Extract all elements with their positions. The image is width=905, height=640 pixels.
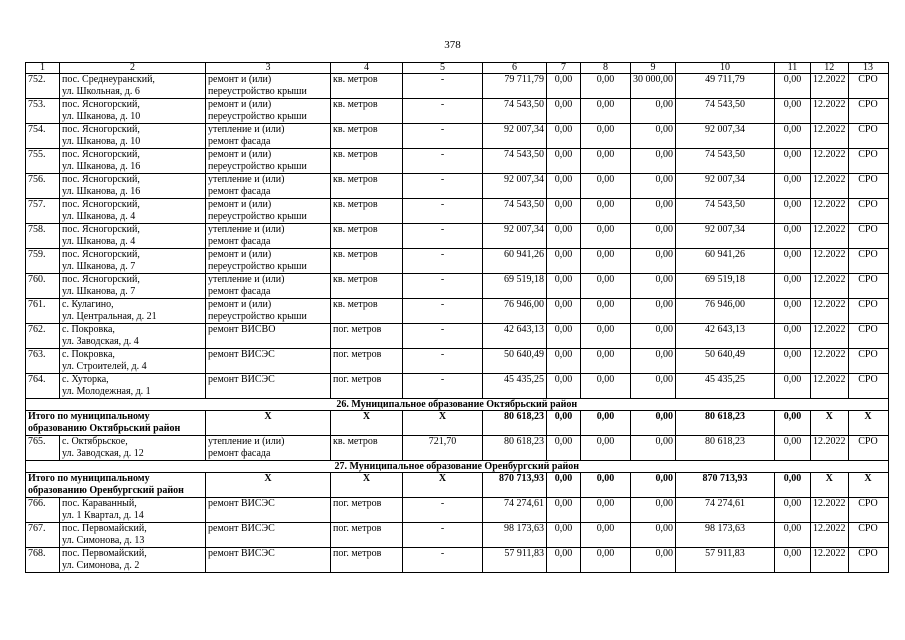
table-cell: пос. Ясногорский, ул. Шканова, д. 4 — [60, 199, 206, 224]
table-cell: 752. — [26, 74, 60, 99]
table-cell: пог. метров — [331, 498, 403, 523]
register-table-body — [26, 63, 889, 573]
table-row — [26, 249, 889, 274]
table-cell: 57 911,83 — [483, 548, 547, 573]
table-cell: - — [403, 124, 483, 149]
table-cell: 766. — [26, 498, 60, 523]
table-cell: 92 007,34 — [483, 224, 547, 249]
table-cell: 69 519,18 — [676, 274, 775, 299]
column-header: 8 — [581, 63, 631, 74]
table-cell: кв. метров — [331, 299, 403, 324]
table-cell: 12.2022 — [811, 299, 849, 324]
table-cell: - — [403, 523, 483, 548]
table-cell: 92 007,34 — [676, 224, 775, 249]
total-cell: X — [403, 411, 483, 436]
table-cell: 12.2022 — [811, 274, 849, 299]
table-row — [26, 374, 889, 399]
table-cell: 0,00 — [631, 274, 676, 299]
table-cell: 0,00 — [631, 199, 676, 224]
table-cell: 0,00 — [775, 299, 811, 324]
table-cell: СРО — [848, 274, 888, 299]
table-row — [26, 523, 889, 548]
table-cell: - — [403, 548, 483, 573]
table-cell: 0,00 — [775, 249, 811, 274]
table-cell: 0,00 — [547, 99, 581, 124]
table-cell: 0,00 — [631, 498, 676, 523]
table-cell: 76 946,00 — [676, 299, 775, 324]
table-row — [26, 174, 889, 199]
table-cell: ремонт ВИСВО — [206, 324, 331, 349]
table-cell: 12.2022 — [811, 498, 849, 523]
table-cell: 761. — [26, 299, 60, 324]
table-cell: 0,00 — [775, 349, 811, 374]
table-header-row — [26, 63, 889, 74]
table-row — [26, 224, 889, 249]
table-cell: СРО — [848, 199, 888, 224]
table-cell: пос. Ясногорский, ул. Шканова, д. 10 — [60, 124, 206, 149]
page-number: 378 — [444, 39, 461, 51]
table-cell: 80 618,23 — [483, 436, 547, 461]
table-cell: с. Покровка, ул. Строителей, д. 4 — [60, 349, 206, 374]
table-cell: 98 173,63 — [483, 523, 547, 548]
table-cell: 42 643,13 — [676, 324, 775, 349]
table-cell: кв. метров — [331, 99, 403, 124]
total-cell: 0,00 — [547, 411, 581, 436]
table-cell: - — [403, 174, 483, 199]
table-cell: 0,00 — [547, 349, 581, 374]
table-cell: 0,00 — [775, 74, 811, 99]
table-cell: 57 911,83 — [676, 548, 775, 573]
total-cell: 80 618,23 — [676, 411, 775, 436]
table-cell: - — [403, 199, 483, 224]
table-cell: 42 643,13 — [483, 324, 547, 349]
table-cell: 0,00 — [581, 224, 631, 249]
table-cell: 0,00 — [581, 124, 631, 149]
table-cell: ремонт и (или) переустройство крыши — [206, 199, 331, 224]
table-cell: 0,00 — [581, 299, 631, 324]
table-cell: СРО — [848, 498, 888, 523]
table-cell: 74 543,50 — [483, 149, 547, 174]
table-cell: 74 543,50 — [676, 199, 775, 224]
table-cell: 0,00 — [775, 548, 811, 573]
table-cell: 12.2022 — [811, 199, 849, 224]
table-cell: утепление и (или) ремонт фасада — [206, 174, 331, 199]
table-cell: 12.2022 — [811, 174, 849, 199]
total-row — [26, 473, 889, 498]
table-cell: 0,00 — [775, 374, 811, 399]
table-cell: СРО — [848, 523, 888, 548]
table-cell: 760. — [26, 274, 60, 299]
table-cell: с. Октябрьское, ул. Заводская, д. 12 — [60, 436, 206, 461]
table-cell: СРО — [848, 374, 888, 399]
table-cell: кв. метров — [331, 436, 403, 461]
table-cell: 74 543,50 — [676, 149, 775, 174]
table-cell: ремонт и (или) переустройство крыши — [206, 149, 331, 174]
table-cell: пос. Ясногорский, ул. Шканова, д. 7 — [60, 274, 206, 299]
table-cell: 12.2022 — [811, 324, 849, 349]
table-row — [26, 498, 889, 523]
table-cell: 0,00 — [775, 274, 811, 299]
total-cell: 0,00 — [775, 473, 811, 498]
table-cell: 0,00 — [775, 224, 811, 249]
table-cell: 0,00 — [631, 149, 676, 174]
table-cell: 0,00 — [581, 249, 631, 274]
table-cell: 12.2022 — [811, 224, 849, 249]
table-cell: 92 007,34 — [676, 174, 775, 199]
table-cell: пог. метров — [331, 374, 403, 399]
table-cell: 12.2022 — [811, 74, 849, 99]
table-cell: пос. Ясногорский, ул. Шканова, д. 16 — [60, 149, 206, 174]
table-cell: - — [403, 249, 483, 274]
total-cell: 80 618,23 — [483, 411, 547, 436]
table-cell: СРО — [848, 99, 888, 124]
table-cell: кв. метров — [331, 74, 403, 99]
table-cell: 0,00 — [631, 124, 676, 149]
table-cell: - — [403, 498, 483, 523]
table-cell: кв. метров — [331, 274, 403, 299]
table-cell: 0,00 — [775, 99, 811, 124]
table-cell: 0,00 — [775, 436, 811, 461]
total-cell: 0,00 — [631, 411, 676, 436]
table-cell: СРО — [848, 224, 888, 249]
total-label: Итого по муниципальному образованию Октябрьский район — [26, 411, 206, 436]
total-cell: 0,00 — [581, 473, 631, 498]
table-cell: кв. метров — [331, 124, 403, 149]
table-cell: 45 435,25 — [676, 374, 775, 399]
table-cell: 12.2022 — [811, 374, 849, 399]
table-cell: ремонт ВИСЭС — [206, 374, 331, 399]
table-cell: пог. метров — [331, 523, 403, 548]
table-cell: 0,00 — [547, 299, 581, 324]
total-cell: 0,00 — [631, 473, 676, 498]
table-cell: 12.2022 — [811, 436, 849, 461]
table-cell: СРО — [848, 436, 888, 461]
table-cell: 758. — [26, 224, 60, 249]
column-header: 10 — [676, 63, 775, 74]
column-header: 9 — [631, 63, 676, 74]
table-cell: 12.2022 — [811, 249, 849, 274]
table-cell: пос. Ясногорский, ул. Шканова, д. 7 — [60, 249, 206, 274]
table-cell: ремонт и (или) переустройство крыши — [206, 249, 331, 274]
table-cell: пог. метров — [331, 349, 403, 374]
table-cell: - — [403, 224, 483, 249]
table-cell: 50 640,49 — [676, 349, 775, 374]
table-cell: 0,00 — [775, 199, 811, 224]
column-header: 6 — [483, 63, 547, 74]
table-cell: 767. — [26, 523, 60, 548]
table-cell: 80 618,23 — [676, 436, 775, 461]
total-cell: 0,00 — [581, 411, 631, 436]
table-cell: пог. метров — [331, 324, 403, 349]
table-cell: 0,00 — [581, 74, 631, 99]
table-cell: кв. метров — [331, 149, 403, 174]
table-cell: 0,00 — [581, 349, 631, 374]
table-cell: утепление и (или) ремонт фасада — [206, 436, 331, 461]
total-cell: X — [331, 473, 403, 498]
table-row — [26, 99, 889, 124]
table-cell: 757. — [26, 199, 60, 224]
table-cell: 76 946,00 — [483, 299, 547, 324]
table-row — [26, 299, 889, 324]
table-cell: 30 000,00 — [631, 74, 676, 99]
table-cell: 0,00 — [547, 174, 581, 199]
table-cell: 0,00 — [547, 523, 581, 548]
table-row — [26, 274, 889, 299]
table-cell: 0,00 — [775, 523, 811, 548]
column-header: 3 — [206, 63, 331, 74]
table-cell: 79 711,79 — [483, 74, 547, 99]
table-cell: 0,00 — [581, 498, 631, 523]
table-cell: 60 941,26 — [676, 249, 775, 274]
table-cell: 92 007,34 — [483, 124, 547, 149]
table-cell: пос. Караванный, ул. 1 Квартал, д. 14 — [60, 498, 206, 523]
column-header: 5 — [403, 63, 483, 74]
table-cell: 74 543,50 — [483, 199, 547, 224]
section-heading: 26. Муниципальное образование Октябрьский район — [26, 399, 889, 411]
table-cell: ремонт ВИСЭС — [206, 523, 331, 548]
total-cell: X — [331, 411, 403, 436]
table-cell: 0,00 — [547, 324, 581, 349]
table-cell: 74 543,50 — [483, 99, 547, 124]
table-cell: ремонт и (или) переустройство крыши — [206, 74, 331, 99]
table-cell: 0,00 — [631, 349, 676, 374]
table-cell: 754. — [26, 124, 60, 149]
table-cell: пос. Ясногорский, ул. Шканова, д. 10 — [60, 99, 206, 124]
table-cell: 0,00 — [775, 149, 811, 174]
section-heading: 27. Муниципальное образование Оренбургский район — [26, 461, 889, 473]
table-cell: 0,00 — [547, 224, 581, 249]
table-cell: 0,00 — [631, 174, 676, 199]
total-label: Итого по муниципальному образованию Оренбургский район — [26, 473, 206, 498]
table-cell: кв. метров — [331, 249, 403, 274]
table-cell: 74 274,61 — [483, 498, 547, 523]
table-cell: - — [403, 349, 483, 374]
table-cell: СРО — [848, 74, 888, 99]
column-header: 4 — [331, 63, 403, 74]
table-cell: СРО — [848, 124, 888, 149]
table-cell: СРО — [848, 324, 888, 349]
table-cell: 0,00 — [547, 274, 581, 299]
table-cell: кв. метров — [331, 224, 403, 249]
table-cell: 49 711,79 — [676, 74, 775, 99]
table-cell: 763. — [26, 349, 60, 374]
table-cell: 0,00 — [631, 249, 676, 274]
table-cell: 0,00 — [581, 436, 631, 461]
table-cell: СРО — [848, 349, 888, 374]
table-cell: кв. метров — [331, 199, 403, 224]
table-cell: 0,00 — [547, 498, 581, 523]
table-cell: 92 007,34 — [676, 124, 775, 149]
table-cell: 759. — [26, 249, 60, 274]
table-cell: 762. — [26, 324, 60, 349]
table-cell: 0,00 — [631, 374, 676, 399]
column-header: 13 — [848, 63, 888, 74]
table-cell: 74 543,50 — [676, 99, 775, 124]
table-cell: 45 435,25 — [483, 374, 547, 399]
table-cell: 60 941,26 — [483, 249, 547, 274]
table-cell: ремонт ВИСЭС — [206, 498, 331, 523]
table-cell: кв. метров — [331, 174, 403, 199]
table-cell: 0,00 — [775, 324, 811, 349]
table-cell: пос. Ясногорский, ул. Шканова, д. 4 — [60, 224, 206, 249]
table-row — [26, 149, 889, 174]
table-cell: с. Хуторка, ул. Молодежная, д. 1 — [60, 374, 206, 399]
total-cell: X — [848, 411, 888, 436]
table-cell: утепление и (или) ремонт фасада — [206, 224, 331, 249]
table-cell: утепление и (или) ремонт фасада — [206, 124, 331, 149]
table-cell: 0,00 — [547, 149, 581, 174]
table-cell: 0,00 — [581, 548, 631, 573]
table-cell: 0,00 — [581, 99, 631, 124]
table-cell: 0,00 — [631, 523, 676, 548]
column-header: 2 — [60, 63, 206, 74]
total-cell: X — [206, 473, 331, 498]
table-row — [26, 548, 889, 573]
table-row — [26, 199, 889, 224]
table-cell: 0,00 — [581, 149, 631, 174]
table-cell: пос. Среднеуранский, ул. Школьная, д. 6 — [60, 74, 206, 99]
table-cell: ремонт и (или) переустройство крыши — [206, 99, 331, 124]
table-cell: - — [403, 274, 483, 299]
table-cell: - — [403, 299, 483, 324]
table-cell: 0,00 — [547, 374, 581, 399]
table-cell: 0,00 — [775, 124, 811, 149]
table-cell: с. Кулагино, ул. Центральная, д. 21 — [60, 299, 206, 324]
total-cell: 0,00 — [547, 473, 581, 498]
table-cell: 0,00 — [631, 224, 676, 249]
table-cell: 0,00 — [631, 99, 676, 124]
total-cell: X — [811, 473, 849, 498]
table-cell: 74 274,61 — [676, 498, 775, 523]
table-cell: 764. — [26, 374, 60, 399]
table-cell: пос. Первомайский, ул. Симонова, д. 13 — [60, 523, 206, 548]
table-cell: СРО — [848, 174, 888, 199]
table-cell: 756. — [26, 174, 60, 199]
table-cell: СРО — [848, 548, 888, 573]
table-cell: 0,00 — [581, 324, 631, 349]
table-cell: 12.2022 — [811, 149, 849, 174]
table-cell: пос. Первомайский, ул. Симонова, д. 2 — [60, 548, 206, 573]
table-cell: СРО — [848, 149, 888, 174]
table-row — [26, 436, 889, 461]
table-cell: 0,00 — [581, 274, 631, 299]
total-cell: 870 713,93 — [676, 473, 775, 498]
total-cell: X — [811, 411, 849, 436]
table-cell: 0,00 — [547, 199, 581, 224]
table-cell: 0,00 — [547, 436, 581, 461]
table-cell: 768. — [26, 548, 60, 573]
table-cell: 721,70 — [403, 436, 483, 461]
total-cell: X — [206, 411, 331, 436]
table-cell: ремонт и (или) переустройство крыши — [206, 299, 331, 324]
section-heading-row — [26, 461, 889, 473]
total-cell: 870 713,93 — [483, 473, 547, 498]
table-cell: 0,00 — [547, 249, 581, 274]
table-cell: ремонт ВИСЭС — [206, 548, 331, 573]
section-heading-row — [26, 399, 889, 411]
table-cell: 0,00 — [775, 174, 811, 199]
table-cell: 753. — [26, 99, 60, 124]
table-cell: 12.2022 — [811, 548, 849, 573]
total-cell: X — [403, 473, 483, 498]
table-cell: 92 007,34 — [483, 174, 547, 199]
column-header: 11 — [775, 63, 811, 74]
table-cell: 0,00 — [631, 436, 676, 461]
column-header: 1 — [26, 63, 60, 74]
column-header: 12 — [811, 63, 849, 74]
table-cell: 0,00 — [581, 199, 631, 224]
table-cell: - — [403, 324, 483, 349]
table-cell: 12.2022 — [811, 124, 849, 149]
table-cell: ремонт ВИСЭС — [206, 349, 331, 374]
table-cell: 0,00 — [581, 174, 631, 199]
table-cell: - — [403, 74, 483, 99]
table-cell: с. Покровка, ул. Заводская, д. 4 — [60, 324, 206, 349]
table-cell: 755. — [26, 149, 60, 174]
table-row — [26, 349, 889, 374]
table-cell: 0,00 — [631, 324, 676, 349]
table-cell: СРО — [848, 249, 888, 274]
table-cell: пос. Ясногорский, ул. Шканова, д. 16 — [60, 174, 206, 199]
table-cell: - — [403, 149, 483, 174]
total-cell: 0,00 — [775, 411, 811, 436]
table-cell: 0,00 — [547, 74, 581, 99]
column-header: 7 — [547, 63, 581, 74]
table-cell: - — [403, 374, 483, 399]
table-cell: 0,00 — [775, 498, 811, 523]
table-cell: 0,00 — [581, 523, 631, 548]
table-cell: 0,00 — [547, 124, 581, 149]
table-cell: 12.2022 — [811, 523, 849, 548]
table-cell: 98 173,63 — [676, 523, 775, 548]
table-cell: 0,00 — [581, 374, 631, 399]
table-cell: утепление и (или) ремонт фасада — [206, 274, 331, 299]
table-cell: 12.2022 — [811, 349, 849, 374]
table-row — [26, 324, 889, 349]
table-cell: 765. — [26, 436, 60, 461]
table-cell: 69 519,18 — [483, 274, 547, 299]
table-cell: 0,00 — [631, 548, 676, 573]
register-table — [25, 62, 889, 573]
table-row — [26, 124, 889, 149]
total-row — [26, 411, 889, 436]
table-cell: СРО — [848, 299, 888, 324]
table-cell: 0,00 — [547, 548, 581, 573]
total-cell: X — [848, 473, 888, 498]
table-cell: 12.2022 — [811, 99, 849, 124]
table-row — [26, 74, 889, 99]
table-cell: пог. метров — [331, 548, 403, 573]
table-cell: 0,00 — [631, 299, 676, 324]
table-cell: - — [403, 99, 483, 124]
table-cell: 50 640,49 — [483, 349, 547, 374]
